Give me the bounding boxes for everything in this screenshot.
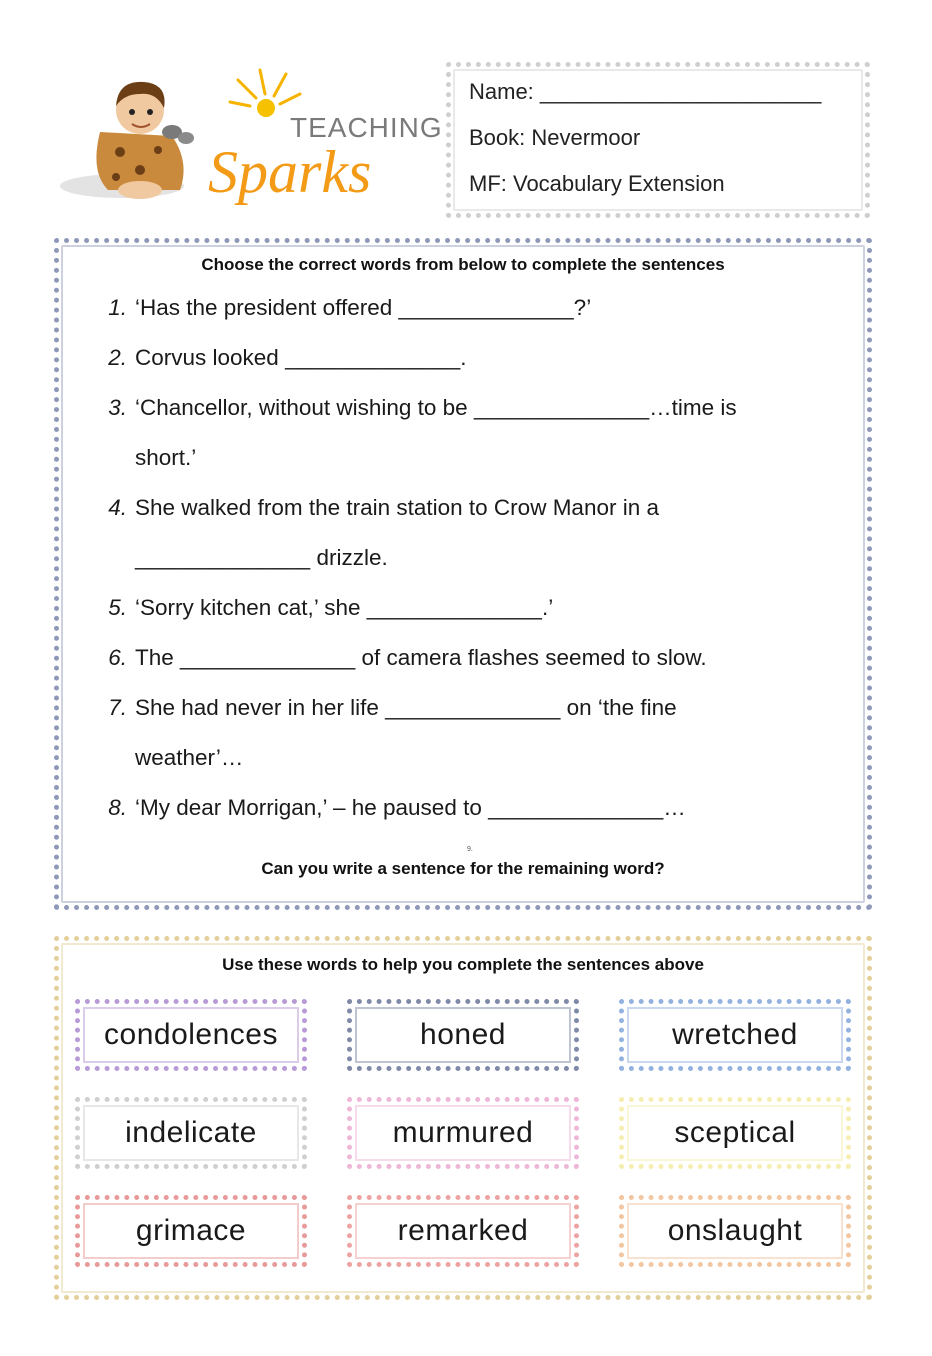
logo-sparks-text: Sparks [208,139,372,205]
word-card-condolences: condolences [75,999,307,1071]
word-bank-heading: Use these words to help you complete the sentences above [222,955,704,974]
sentence-number: 8. [108,795,127,820]
sentence-number: 4. [108,495,127,520]
word-card-indelicate: indelicate [75,1097,307,1169]
sentence-text: ‘Has the president offered ______________?’ [135,295,592,320]
sentence-number: 7. [108,695,127,720]
sentence-text: She walked from the train station to Crow Manor in a [135,495,659,520]
sentence-text: The ______________ of camera flashes seemed to slow. [135,645,707,670]
sentence-text: ‘Chancellor, without wishing to be ______________…time is [135,395,737,420]
word-card-wretched: wretched [619,999,851,1071]
sentence-number: 1. [108,295,127,320]
worksheet-type: MF: Vocabulary Extension [469,171,725,196]
sentences-section [54,238,872,910]
sentence-number: 3. [108,395,127,420]
sentences-heading: Choose the correct words from below to complete the sentences [201,255,725,274]
sentence-text-continued: ______________ drizzle. [135,545,388,570]
remaining-word-prompt: Can you write a sentence for the remaining word? [261,859,665,878]
student-info-box [446,62,870,218]
word-card-murmured: murmured [347,1097,579,1169]
sentence-number: 2. [108,345,127,370]
word-card-remarked: remarked [347,1195,579,1267]
word-bank-section [54,936,872,1300]
sentence-number: 5. [108,595,127,620]
word-card-honed: honed [347,999,579,1071]
word-card-grimace: grimace [75,1195,307,1267]
teaching-sparks-logo [60,62,440,222]
sentence-text-continued: short.’ [135,445,197,470]
sentence-number: 6. [108,645,127,670]
logo-teaching-text: TEACHING [290,112,440,143]
sentence-9-number: 9. [467,846,473,853]
sentence-text: She had never in her life ______________ on ‘the fine [135,695,677,720]
sentence-text: ‘Sorry kitchen cat,’ she ______________.’ [135,595,554,620]
name-field[interactable]: Name: _______________________ [469,79,822,104]
sentence-text-continued: weather’… [135,745,244,770]
sentence-text: ‘My dear Morrigan,’ – he paused to ______________… [135,795,686,820]
book-title: Book: Nevermoor [469,125,641,150]
word-card-sceptical: sceptical [619,1097,851,1169]
caveman-mascot-icon [60,62,440,222]
sentence-text: Corvus looked ______________. [135,345,467,370]
word-card-onslaught: onslaught [619,1195,851,1267]
